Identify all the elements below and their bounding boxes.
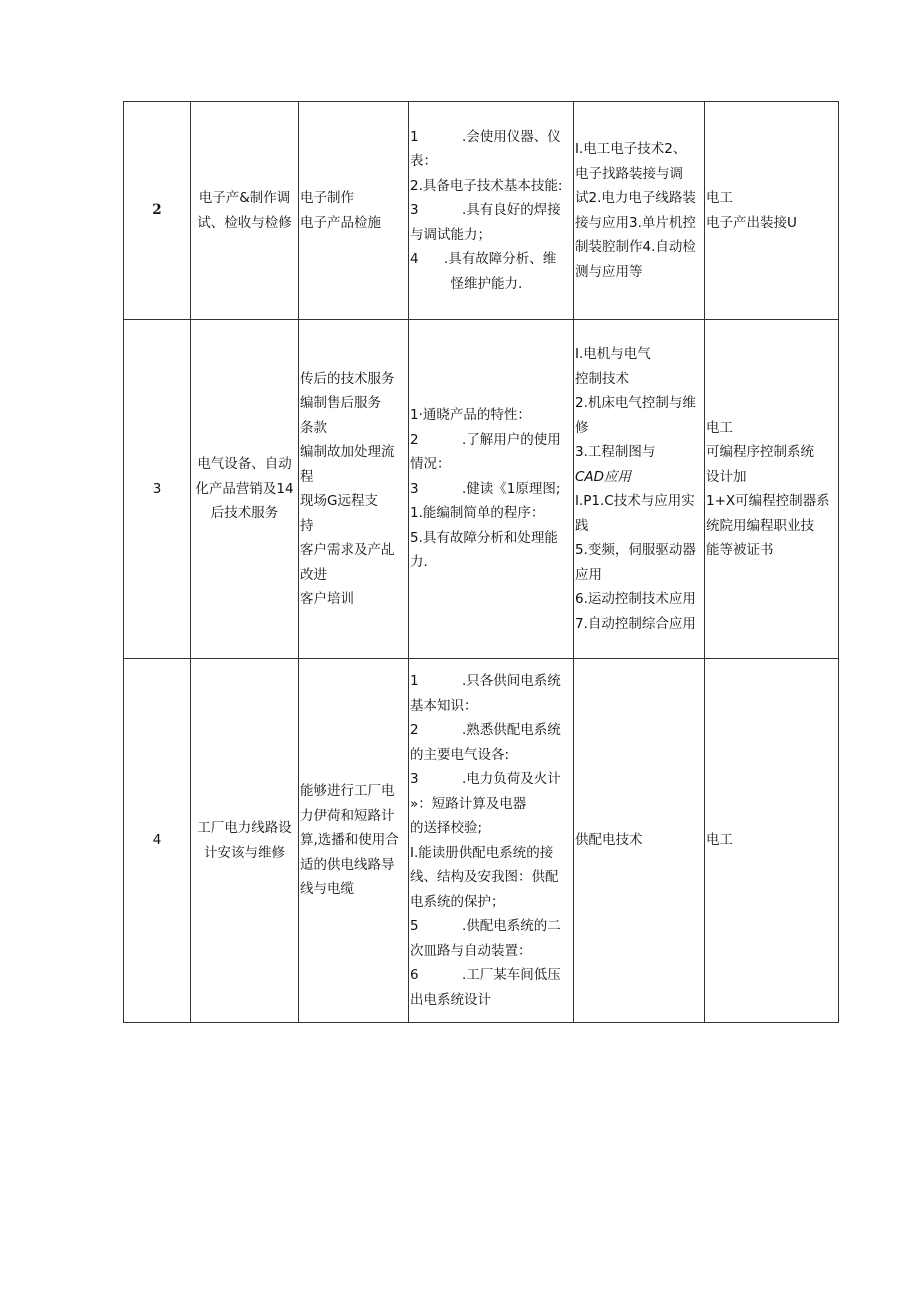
text-line: 线与电缆 [300,881,354,898]
text-line: 能等被证书 [706,542,774,558]
text-line: 电工 [706,419,733,436]
text-line: I.电机与电气 [575,346,651,362]
text-line: 力. [410,554,428,571]
table-row [124,102,839,320]
text-line: 情况： [410,456,451,473]
courses-cell [574,659,705,1023]
text-line: 1·通晓产品的特性： [410,407,531,424]
text-line: 5.变频，伺服驱动器 [575,542,696,558]
text-line: 基本知识： [410,697,478,714]
text-line: 工厂电力线路设 [197,820,292,836]
text-line: 能够进行工厂电 [300,783,395,800]
text-line: 持 [300,517,314,534]
text-line: 1.能编制简单的程序： [410,505,545,522]
ability-cell [409,659,574,1023]
text-line: 的送择校验; [410,820,483,836]
text-line: 2.机床电气控制与维 [575,395,696,411]
text-line: 设计加 [706,468,747,485]
text-line: 可编程序控制系统 [706,444,814,460]
text-line: 试2.电力电子线路装 [575,190,696,206]
text-line: I.P1.C技术与应用实 [575,493,695,509]
text-line: 计安该与维修 [204,844,285,861]
certificate-cell [705,320,839,659]
text-line: 践 [575,517,589,534]
text-line: 1+X可编程控制器系 [706,493,830,509]
row-number: 2 [124,102,191,320]
text-line: 电子找路装接与调 [575,165,683,182]
work-content-cell [299,102,409,320]
text-line: 2 .了解用户的使用 [410,431,561,448]
text-line: 6.运动控制技术应用 [575,591,696,607]
text-line: I.能读册供配电系统的接 [410,844,554,861]
text-line: 客户培训 [300,591,354,607]
text-line: 现场G远程支 [300,493,378,509]
text-line: 出电系统设计 [410,991,491,1008]
text-line: 电子制作 [300,190,354,206]
text-line: 力伊荷和短路计 [300,807,395,824]
text-line: 3 .电力负荷及火计 [410,771,561,787]
ability-cell [409,102,574,320]
text-line: 3.工程制图与 [575,444,656,460]
text-line: CAD应用 [575,468,632,485]
text-line: 线、结构及安我图：供配 [410,869,559,885]
text-line: 4 .具有故障分析、维 [410,251,557,268]
text-line: 适的供电线路导 [300,856,395,873]
text-line: 供配电技术 [575,832,643,849]
ability-cell [409,320,574,659]
text-line: 1 .只各供间电系统 [410,673,561,689]
text-line: 与调试能力； [410,226,491,243]
row-number: 4 [124,659,191,1023]
text-line: 控制技术 [575,370,629,387]
text-line: 编制售后服务 [300,395,381,411]
work-task-cell [191,659,299,1023]
work-task-cell [191,102,299,320]
text-line: 表： [410,153,437,170]
text-line: 5 .供配电系统的二 [410,918,561,934]
curriculum-table [123,101,839,1023]
text-line: 电子产&制作调 [198,190,291,206]
courses-cell [574,320,705,659]
work-task-cell [191,320,299,659]
work-content-cell [299,320,409,659]
text-line: 3 .具有良好的焊接 [410,202,561,219]
text-line: 2 .熟悉供配电系统 [410,722,561,738]
text-line: 试、检收与检修 [197,214,292,231]
courses-cell [574,102,705,320]
text-line: 制装腔制作4.自动检 [575,239,696,255]
text-line: 3 .健读《1原理图; [410,480,561,497]
text-line: 7.自动控制综合应用 [575,615,696,632]
text-line: 应用 [575,566,602,583]
text-line: 改进 [300,566,327,583]
table-row [124,320,839,659]
text-line: 化产品营销及14 [195,480,294,497]
text-line: 2.具备电子技术基本技能: [410,177,563,194]
text-line: 后技术服务 [210,505,279,522]
text-line: 5.具有故障分析和处理能 [410,529,558,546]
text-line: »：短路计算及电器 [410,795,527,812]
text-line: 次皿路与自动装置： [410,942,532,959]
text-line: I.电工电子技术2、 [575,141,687,157]
text-line: 6 .工厂某车间低压 [410,967,561,983]
text-line: 电系统的保护； [410,893,505,910]
text-line: 修 [575,419,589,436]
text-line: 测与应用等 [575,263,643,280]
text-line: 程 [300,468,314,485]
certificate-cell [705,659,839,1023]
text-line: 怪维护能力. [410,275,523,292]
text-line: 算,选播和使用合 [300,832,399,849]
text-line: 电工 [706,832,733,849]
text-line: 客户需求及产乩 [300,542,395,558]
text-line: 的主要电气设各: [410,746,510,763]
table-body [124,102,839,1023]
text-line: 条款 [300,419,327,436]
text-line: 1 .会使用仪器、仪 [410,128,561,145]
text-line: 编制故加处理流 [300,444,395,460]
work-content-cell [299,659,409,1023]
text-line: 传后的技术服务 [300,370,395,387]
table-row [124,659,839,1023]
text-line: 电工 [706,190,733,206]
text-line: 电子产出装接U [706,214,797,231]
row-number: 3 [124,320,191,659]
certificate-cell [705,102,839,320]
text-line: 电气设备、自动 [197,456,292,473]
text-line: 接与应用3.单片机控 [575,214,696,231]
text-line: 统院用编程职业技 [706,517,814,534]
text-line: 电子产品检施 [300,214,381,231]
